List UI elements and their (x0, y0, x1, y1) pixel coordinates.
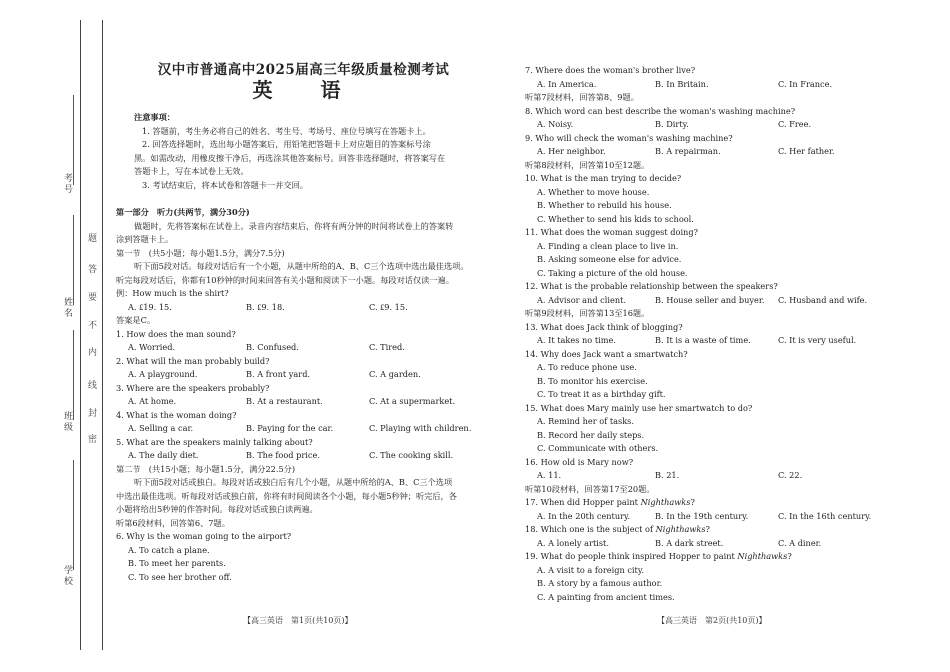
notice-line: 黑。如需改动，用橡皮擦干净后，再选涂其他答案标号。回答非选择题时，将答案写在 (134, 152, 446, 163)
question: 9. Who will check the woman's washing machine? (525, 132, 733, 143)
option-a: A. The daily diet. (128, 450, 199, 460)
option-c: C. Husband and wife. (778, 294, 868, 305)
section2-intro-line: 中选出最佳选项。听每段对话或独白前，你将有时间阅读各个小题，每小题5秒钟；听完后，各 (116, 490, 457, 501)
section2-intro-line: 听下面5段对话或独白。每段对话或独白后有几个小题，从题中所给的A、B、C三个选项 (134, 477, 453, 487)
notice-line: 1. 答题前，考生务必将自己的姓名、考生号、考场号、座位号填写在答题卡上。 (142, 125, 431, 136)
question: 18. Which one is the subject of Nighthawks? (525, 524, 710, 534)
option-a: A. Noisy. (537, 119, 574, 129)
option-a: A. A playground. (128, 369, 198, 379)
question-options (525, 78, 925, 92)
question-options (525, 537, 925, 551)
option-a: A. 11. (537, 470, 562, 480)
option: B. Asking someone else for advice. (537, 254, 682, 264)
option-b: B. 21. (655, 470, 680, 480)
seal-char: 要 (88, 293, 98, 303)
material-heading: 听第8段材料，回答第10至12题。 (525, 159, 650, 170)
option-b: B. Dirty. (655, 119, 689, 129)
page-1-footer: 【高三英语 第1页(共10页)】 (243, 616, 353, 625)
option-b: B. To meet her parents. (128, 558, 226, 568)
question: 8. Which word can best describe the woman's washing machine? (525, 105, 796, 116)
question: 5. What are the speakers mainly talking about? (116, 436, 313, 447)
option-a: A. In America. (537, 78, 597, 89)
option-c: C. A diner. (778, 537, 822, 548)
question-options (525, 145, 925, 159)
question: 7. Where does the woman's brother live? (525, 65, 696, 75)
option-c: C. 22. (778, 470, 803, 480)
option-a: A. A lonely artist. (537, 537, 609, 548)
option: A. A visit to a foreign city. (537, 564, 644, 575)
binding-line-inner (102, 20, 103, 650)
field-line-exam-no (73, 95, 74, 185)
material-heading: 听第7段材料，回答第8、9题。 (525, 92, 639, 102)
option-b: B. A repairman. (655, 146, 721, 156)
field-label-exam-no: 考号 (64, 174, 74, 195)
question: 15. What does Mary mainly use her smartwatch to do? (525, 402, 753, 413)
material-heading: 听第9段材料，回答第13至16题。 (525, 308, 650, 318)
seal-char: 题 (88, 234, 98, 244)
option-c: C. At a supermarket. (369, 396, 456, 406)
part1-intro-line: 做题时，先将答案标在试卷上。录音内容结束后，你将有两分钟的时间将试卷上的答案转 (134, 220, 454, 231)
option: C. Whether to send his kids to school. (537, 213, 694, 224)
option-a: A. It takes no time. (537, 335, 616, 345)
option-a: A. At home. (128, 396, 177, 406)
option-b: B. House seller and buyer. (655, 294, 765, 305)
seal-char: 内 (88, 348, 98, 358)
seal-char: 不 (88, 321, 98, 331)
option-b: B. It is a waste of time. (655, 335, 751, 345)
option: C. Taking a picture of the old house. (537, 267, 688, 278)
question: 13. What does Jack think of blogging? (525, 321, 683, 332)
section2-heading: 第二节 (共15小题；每小题1.5分，满分22.5分) (116, 463, 296, 474)
option-c: C. Her father. (778, 146, 835, 156)
field-label-name: 姓名 (64, 298, 74, 319)
page-1-column (116, 0, 491, 584)
option-c: C. To see her brother off. (128, 571, 232, 582)
option: B. A story by a famous author. (537, 578, 663, 588)
question: 16. How old is Mary now? (525, 456, 634, 467)
question-options (525, 469, 925, 483)
seal-char: 封 (88, 409, 98, 419)
question-options (116, 422, 491, 436)
notice-line: 3. 考试结束后，将本试卷和答题卡一并交回。 (142, 179, 308, 190)
option-c: C. In France. (778, 78, 833, 89)
example-answer: 答案是C。 (116, 315, 156, 325)
option-a: A. In the 20th century. (537, 510, 631, 521)
question: 2. What will the man probably build? (116, 355, 270, 366)
example-options (116, 301, 491, 315)
option: A. Finding a clean place to live in. (537, 240, 679, 251)
option-a: A. Selling a car. (128, 423, 194, 433)
notice-line: 答题卡上，写在本试卷上无效。 (134, 166, 249, 176)
option-c: C. Free. (778, 119, 812, 129)
question-options (525, 510, 925, 524)
material-heading: 听第10段材料，回答第17至20题。 (525, 483, 655, 494)
option: C. Communicate with others. (537, 443, 659, 453)
question: 10. What is the man trying to decide? (525, 173, 682, 183)
field-line-school (73, 460, 74, 570)
field-label-school: 学校 (64, 566, 74, 587)
option-b: B. A front yard. (246, 369, 311, 379)
field-line-class (73, 330, 74, 420)
field-line-name (73, 215, 74, 305)
option-c: C. Tired. (369, 342, 405, 352)
question-options (525, 294, 925, 308)
section1-heading: 第一节 (共5小题；每小题1.5分，满分7.5分) (116, 247, 285, 258)
option-b: B. Confused. (246, 342, 299, 352)
option: C. A painting from ancient times. (537, 591, 675, 602)
option-c: C. In the 16th century. (778, 510, 872, 521)
option-b: B. In Britain. (655, 78, 709, 89)
option-b: B. ₤9. 18. (246, 301, 285, 312)
italic-title: Nighthawks (737, 551, 788, 561)
question: 19. What do people think inspired Hopper to paint Nighthawks? (525, 551, 792, 561)
option-b: B. Paying for the car. (246, 423, 334, 433)
option-c: C. A garden. (369, 369, 421, 379)
question-options (116, 395, 491, 409)
notice-heading: 注意事项： (134, 112, 175, 122)
question: 14. Why does Jack want a smartwatch? (525, 348, 688, 359)
seal-char: 答 (88, 265, 98, 275)
option-a: A. Worried. (128, 342, 176, 352)
seal-char: 密 (88, 435, 98, 445)
option-b: B. A dark street. (655, 537, 724, 548)
section1-intro-line: 听完每段对话后，你都有10秒钟的时间来回答有关小题和阅读下一小题。每段对话仅读一遍。 (116, 274, 454, 285)
option-c: C. Playing with children. (369, 423, 472, 433)
question-options (116, 341, 491, 355)
option-c: C. ₤9. 15. (369, 301, 408, 312)
option-b: B. In the 19th century. (655, 510, 749, 521)
option-b: B. The food price. (246, 450, 320, 460)
part1-intro-line: 涂到答题卡上。 (116, 234, 174, 244)
option-a: A. ₤19. 15. (128, 301, 172, 312)
question-options (116, 449, 491, 463)
question: 3. Where are the speakers probably? (116, 382, 270, 393)
exam-title: 汉中市普通高中2025届高三年级质量检测考试 (157, 62, 450, 78)
section2-intro-line: 小题将给出5秒钟的作答时间。每段对话或独白读两遍。 (116, 504, 318, 514)
question: 12. What is the probable relationship between the speakers? (525, 281, 778, 291)
option: A. To reduce phone use. (537, 362, 637, 372)
option-b: B. At a restaurant. (246, 396, 323, 406)
italic-title: Nighthawks (640, 497, 691, 507)
binding-margin (0, 0, 120, 672)
italic-title: Nighthawks (655, 524, 706, 534)
option: B. Whether to rebuild his house. (537, 200, 672, 210)
part1-heading: 第一部分 听力(共两节，满分30分) (116, 207, 250, 217)
option: A. Whether to move house. (537, 186, 650, 197)
option-a: A. Her neighbor. (537, 146, 606, 156)
option: A. Remind her of tasks. (537, 416, 634, 426)
option: C. To treat it as a birthday gift. (537, 389, 666, 399)
question: 6. Why is the woman going to the airport? (116, 531, 292, 541)
question: 1. How does the man sound? (116, 328, 236, 339)
page-2-column (525, 0, 925, 604)
binding-line-outer (80, 20, 81, 650)
section1-intro-line: 听下面5段对话。每段对话后有一个小题，从题中所给的A、B、C三个选项中选出最佳选项。 (134, 261, 469, 271)
option-a: A. To catch a plane. (128, 544, 210, 555)
question-options (525, 334, 925, 348)
option: B. Record her daily steps. (537, 429, 645, 440)
subject-title: 英 语 (252, 77, 355, 102)
field-label-class: 班级 (64, 412, 74, 433)
page-2-footer: 【高三英语 第2页(共10页)】 (657, 616, 767, 625)
question-options (525, 118, 925, 132)
material-heading: 听第6段材料，回答第6、7题。 (116, 517, 230, 528)
example-question: 例：How much is the shirt? (116, 288, 229, 298)
question: 11. What does the woman suggest doing? (525, 227, 698, 237)
question: 4. What is the woman doing? (116, 409, 237, 420)
option-c: C. The cooking skill. (369, 450, 454, 460)
option-a: A. Advisor and client. (537, 294, 626, 305)
option: B. To monitor his exercise. (537, 375, 648, 386)
question-options (116, 368, 491, 382)
option-c: C. It is very useful. (778, 335, 857, 345)
question: 17. When did Hopper paint Nighthawks? (525, 497, 695, 507)
notice-line: 2. 回答选择题时，选出每小题答案后，用铅笔把答题卡上对应题目的答案标号涂 (142, 139, 431, 149)
seal-char: 线 (88, 381, 98, 391)
